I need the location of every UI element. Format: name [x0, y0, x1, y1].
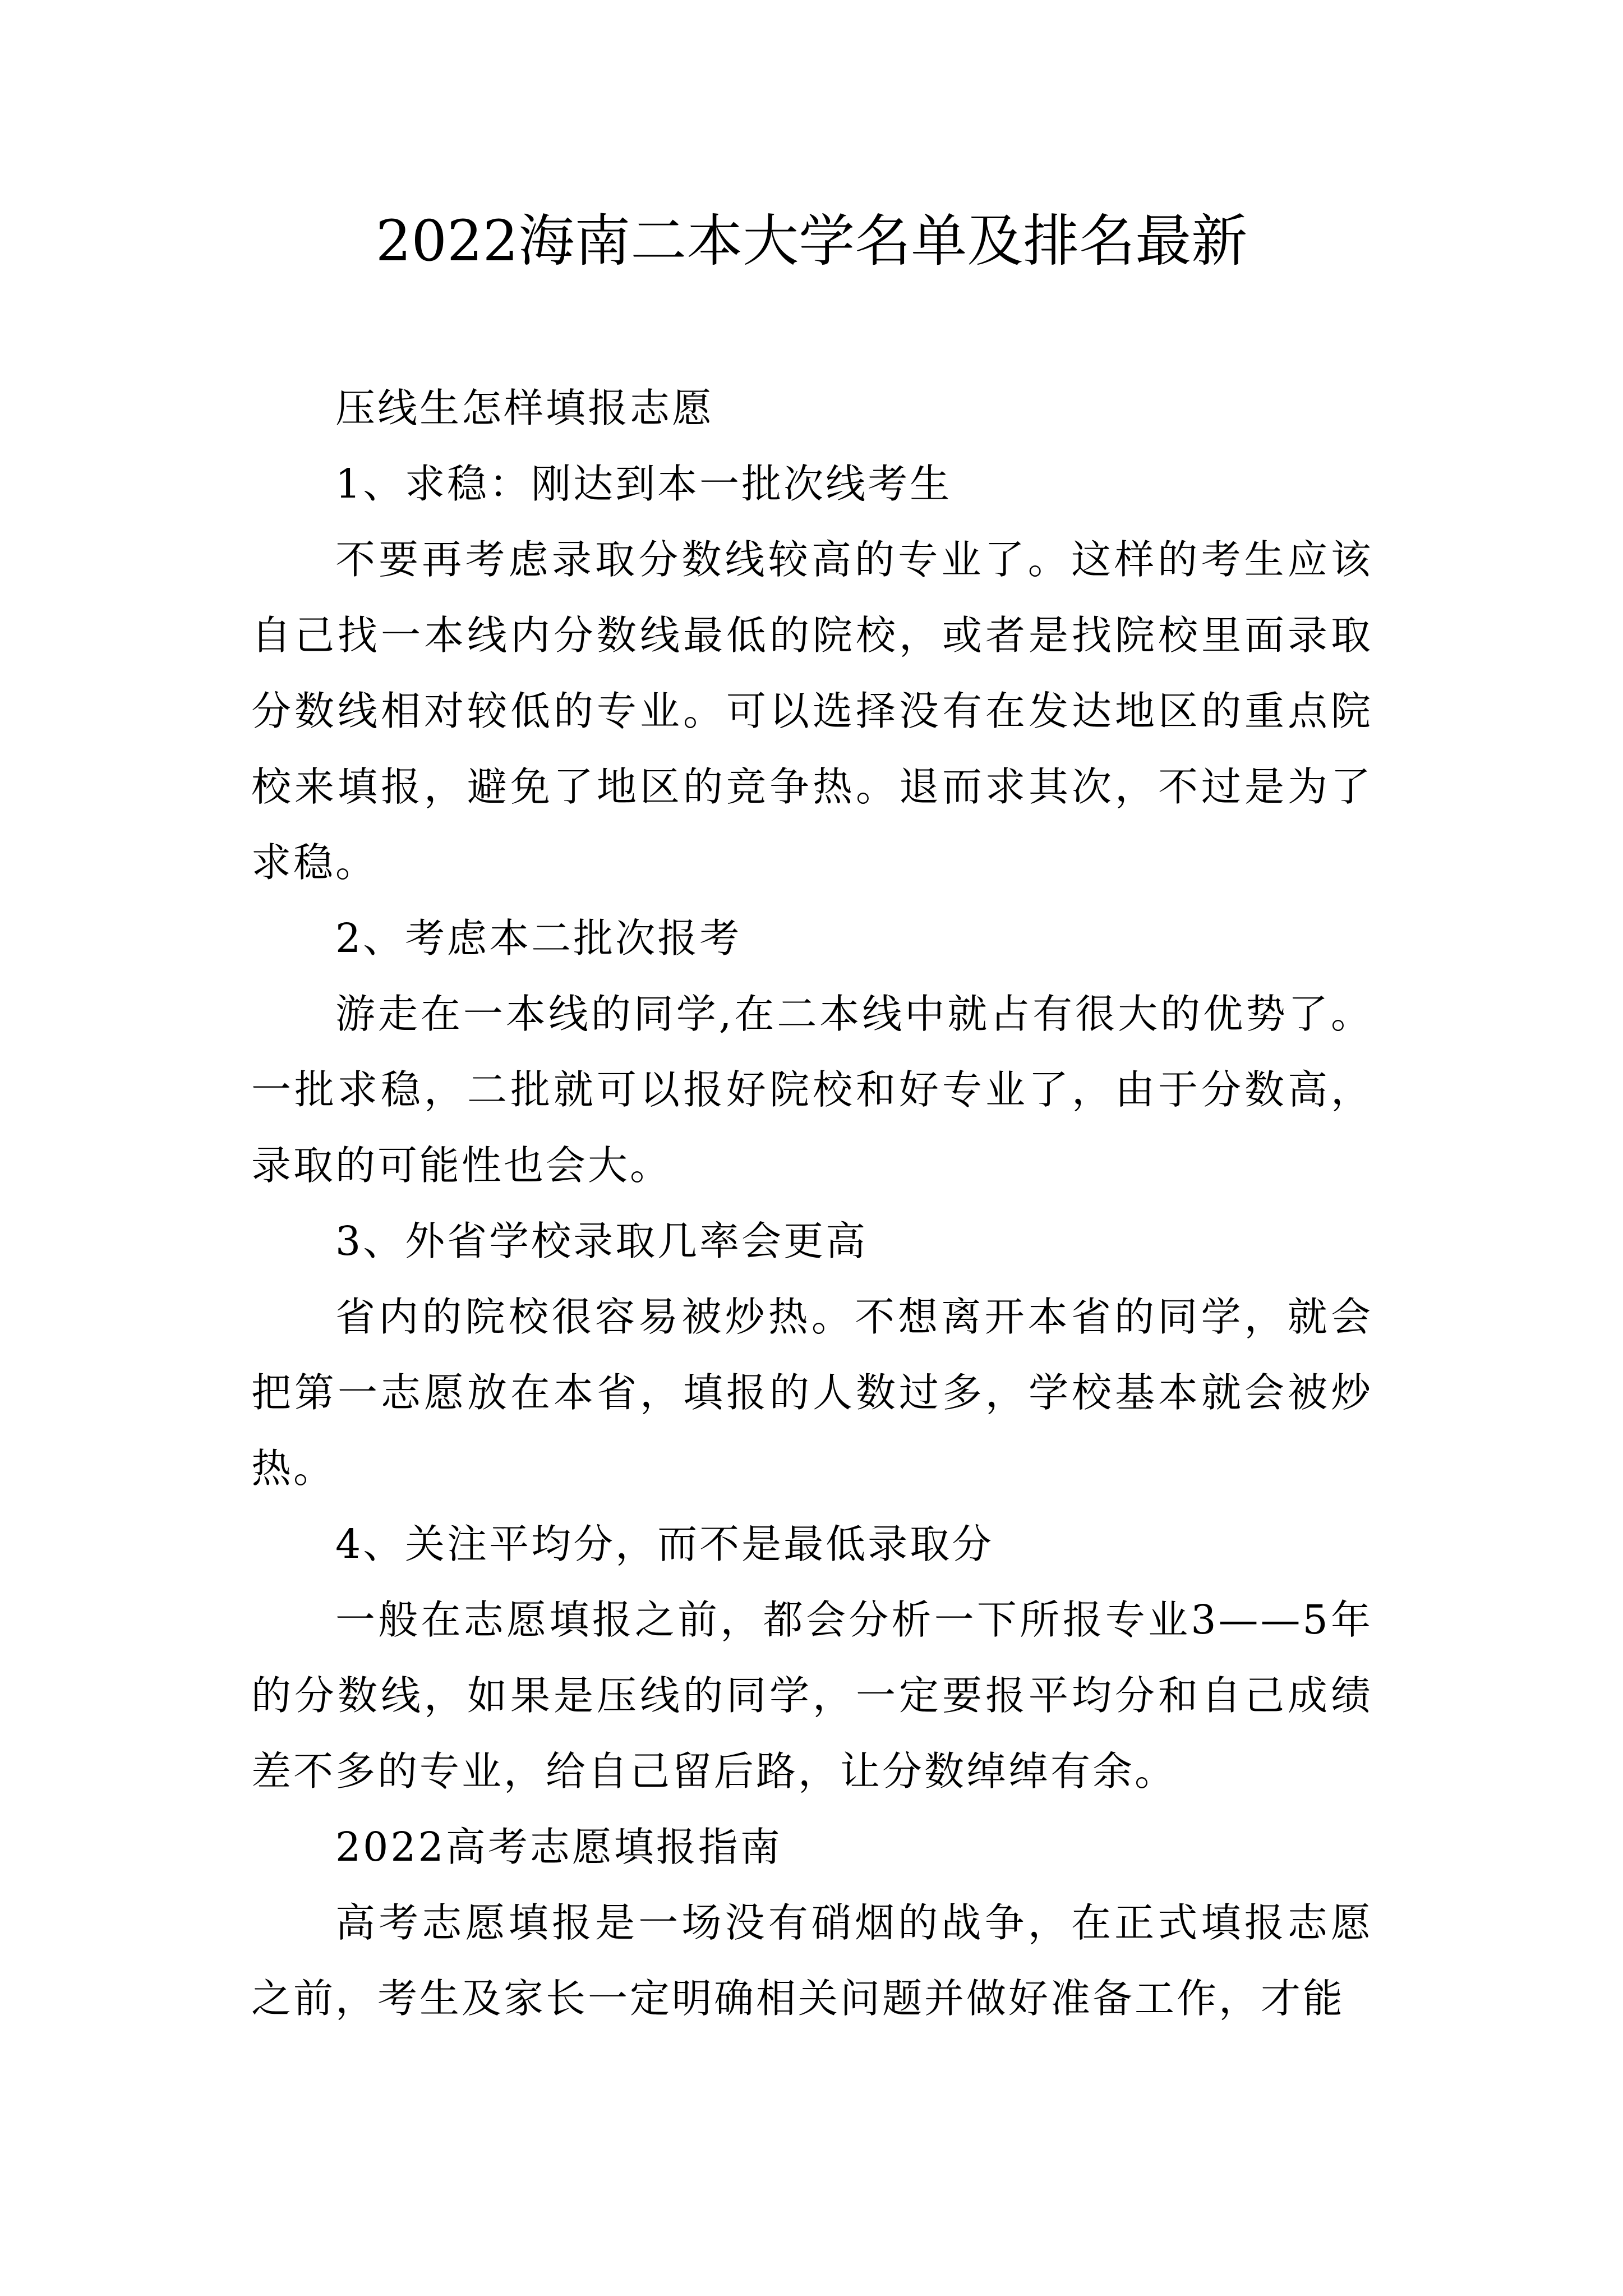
paragraph-2: 游走在一本线的同学,在二本线中就占有很大的优势了。一批求稳，二批就可以报好院校和好专业了，由于分数高，录取的可能性也会大。	[251, 991, 1373, 1189]
point-heading-1: 1、求稳：刚达到本一批次线考生	[335, 461, 952, 507]
paragraph-3: 省内的院校很容易被炒热。不想离开本省的同学，就会把第一志愿放在本省，填报的人数过多，学校基本就会被炒热。	[251, 1294, 1373, 1492]
point-heading-4: 4、关注平均分，而不是最低录取分	[335, 1521, 994, 1567]
section-heading-strategy: 压线生怎样填报志愿	[335, 385, 714, 431]
section-heading-guide: 2022高考志愿填报指南	[335, 1824, 782, 1870]
paragraph-5: 高考志愿填报是一场没有硝烟的战争，在正式填报志愿之前，考生及家长一定明确相关问题并做好准备工作，才能	[251, 1899, 1373, 2022]
document-title: 2022海南二本大学名单及排名最新	[375, 208, 1248, 274]
paragraph-1: 不要再考虑录取分数线较高的专业了。这样的考生应该自己找一本线内分数线最低的院校，或者是找院校里面录取分数线相对较低的专业。可以选择没有在发达地区的重点院校来填报，避免了地区的竞争热。退而求其次，不过是为了求稳。	[251, 536, 1373, 886]
point-heading-2: 2、考虑本二批次报考	[335, 915, 742, 961]
document-body	[251, 370, 1373, 2036]
point-heading-3: 3、外省学校录取几率会更高	[335, 1218, 868, 1264]
paragraph-4: 一般在志愿填报之前，都会分析一下所报专业3——5年的分数线，如果是压线的同学，一定要报平均分和自己成绩差不多的专业，给自己留后路，让分数绰绰有余。	[251, 1596, 1373, 1795]
